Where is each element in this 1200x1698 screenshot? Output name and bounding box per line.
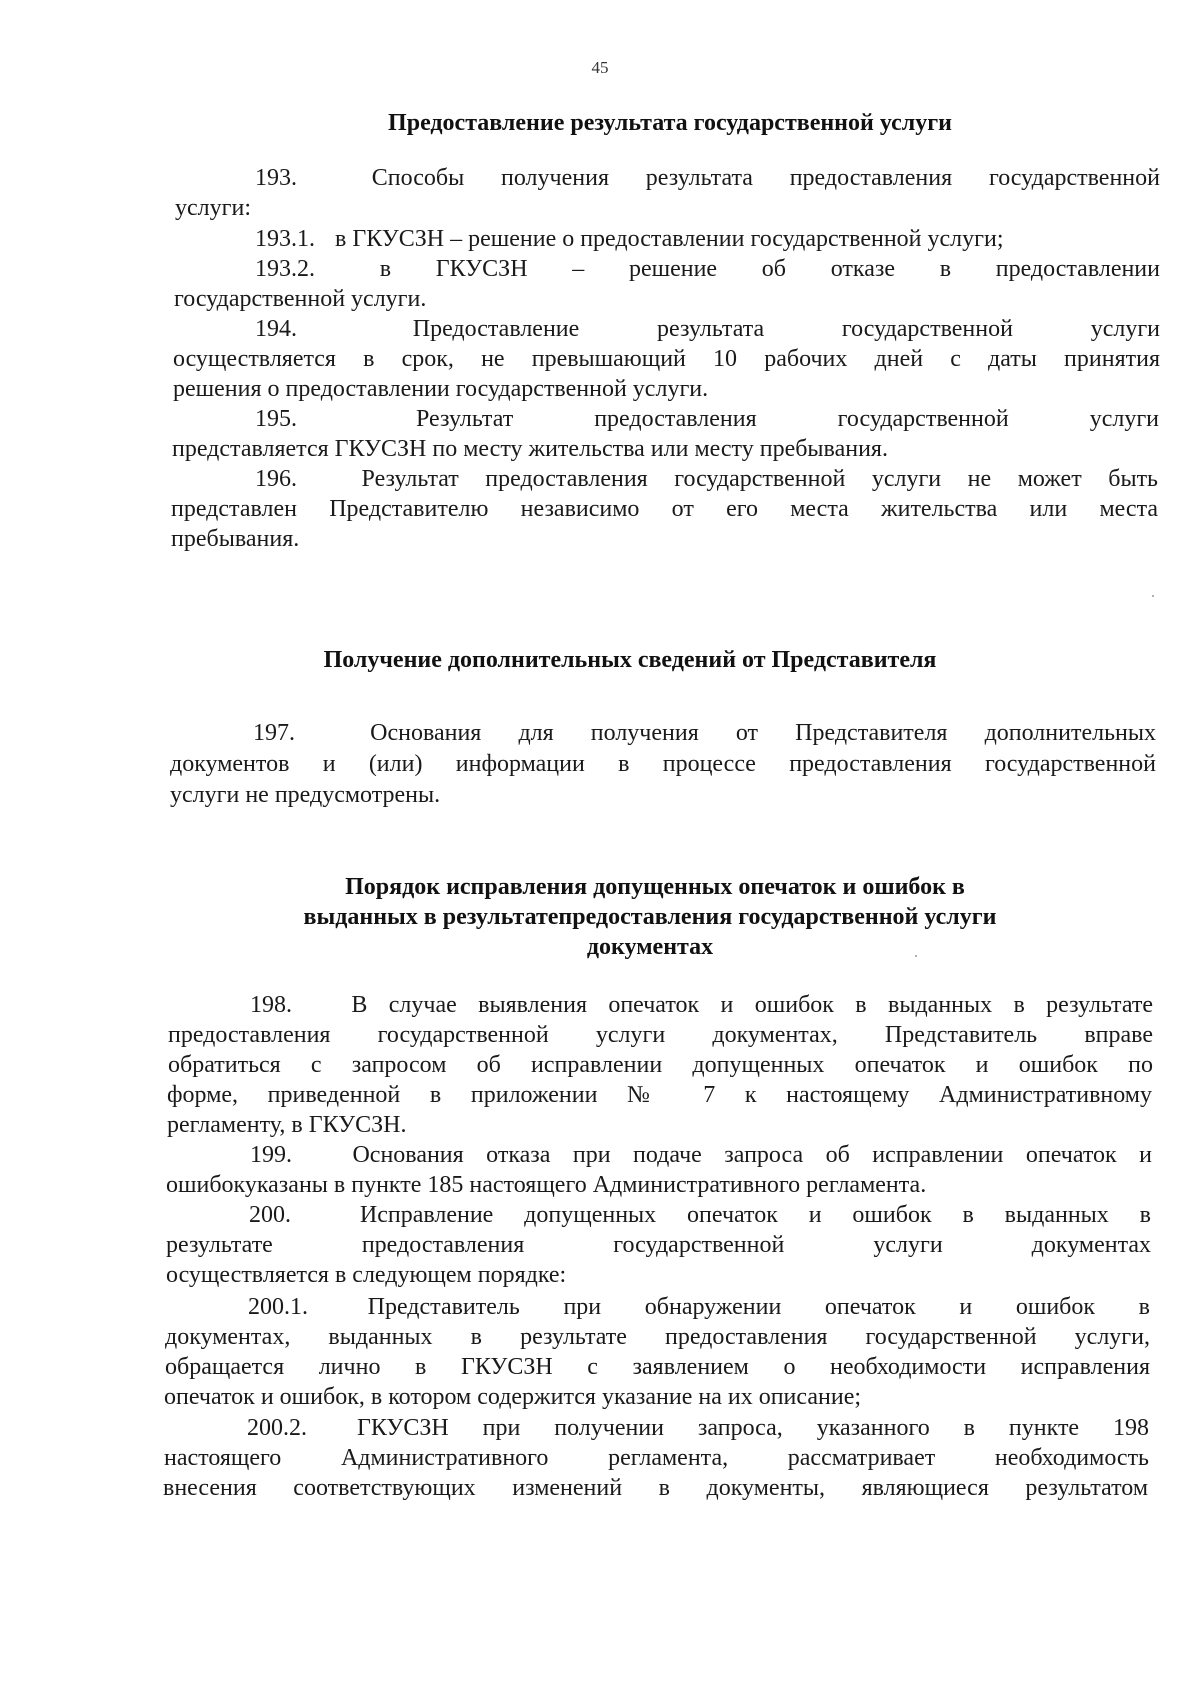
clause-number: 197. [253, 720, 295, 746]
clause-number: 200.2. [247, 1415, 307, 1441]
paragraph-200-2-line-2: настоящего Административного регламента, рассматривает необходимость [164, 1445, 1149, 1471]
paragraph-197-line-1 [253, 718, 1156, 748]
clause-number: 198. [250, 992, 292, 1018]
section-heading-additional-info: Получение дополнительных сведений от Представителя [323, 647, 937, 673]
paragraph-194-line-1 [255, 314, 1160, 344]
scan-speck [915, 955, 917, 957]
clause-number: 199. [250, 1142, 292, 1168]
paragraph-198-line-1 [250, 990, 1153, 1020]
clause-text: В случае выявления опечаток и ошибок в выданных в результате [351, 992, 1153, 1018]
clause-text: ГКУСЗН при получении запроса, указанного в пункте 198 [356, 1415, 1149, 1441]
paragraph-193-1 [255, 224, 1004, 254]
clause-text: Основания отказа при подаче запроса об исправлении опечаток и [352, 1142, 1152, 1168]
paragraph-197-line-2: документов и (или) информации в процессе предоставления государственной [170, 751, 1156, 777]
paragraph-193-line-1 [255, 163, 1160, 193]
paragraph-200-1-line-3: обращается лично в ГКУСЗН с заявлением о необходимости исправления [165, 1354, 1150, 1380]
clause-number: 200.1. [248, 1294, 308, 1320]
paragraph-200-1-line-1 [248, 1292, 1150, 1322]
section-heading-corrections-line-2: выданных в результатепредоставления государственной услуги [303, 904, 997, 930]
paragraph-198-line-4: форме, приведенной в приложении № 7 к настоящему Административному [167, 1082, 1152, 1108]
section-heading-corrections-line-3: документах [586, 934, 714, 960]
clause-text: в ГКУСЗН – решение о предоставлении государственной услуги; [335, 226, 1004, 252]
paragraph-200-line-2: результате предоставления государственной услуги документах [166, 1232, 1151, 1258]
clause-number: 194. [255, 316, 297, 342]
paragraph-198-line-5: регламенту, в ГКУСЗН. [167, 1112, 407, 1138]
paragraph-196-line-1 [255, 464, 1158, 494]
clause-text: Результат предоставления государственной услуги не может быть [361, 466, 1158, 492]
paragraph-194-line-2: осуществляется в срок, не превышающий 10 рабочих дней с даты принятия [173, 346, 1160, 372]
clause-text: Представитель при обнаружении опечаток и ошибок в [367, 1294, 1150, 1320]
paragraph-194-line-3: решения о предоставлении государственной услуги. [173, 376, 709, 402]
clause-text: в ГКУСЗН – решение об отказе в предоставлении [379, 256, 1160, 282]
paragraph-200-1-line-2: документах, выданных в результате предоставления государственной услуги, [165, 1324, 1150, 1350]
clause-number: 193.2. [255, 256, 315, 282]
paragraph-196-line-2: представлен Представителю независимо от его места жительства или места [171, 496, 1158, 522]
paragraph-200-2-line-1 [247, 1413, 1149, 1443]
paragraph-193-2-line-1 [255, 254, 1160, 284]
paragraph-197-line-3: услуги не предусмотрены. [170, 782, 441, 808]
clause-text: Исправление допущенных опечаток и ошибок в выданных в [359, 1202, 1151, 1228]
paragraph-200-line-1 [249, 1200, 1151, 1230]
paragraph-198-line-2: предоставления государственной услуги документах, Представитель вправе [168, 1022, 1153, 1048]
section-heading-result: Предоставление результата государственной услуги [388, 110, 952, 136]
paragraph-200-line-3: осуществляется в следующем порядке: [166, 1262, 567, 1288]
paragraph-199-line-2: ошибокуказаны в пункте 185 настоящего Административного регламента. [166, 1172, 927, 1198]
clause-text: Результат предоставления государственной услуги [416, 406, 1159, 432]
clause-number: 196. [255, 466, 297, 492]
paragraph-198-line-3: обратиться с запросом об исправлении допущенных опечаток и ошибок по [168, 1052, 1153, 1078]
clause-text: Предоставление результата государственной услуги [412, 316, 1160, 342]
scan-speck [1152, 595, 1154, 597]
clause-number: 193.1. [255, 226, 315, 252]
clause-number: 200. [249, 1202, 291, 1228]
paragraph-196-line-3: пребывания. [171, 526, 300, 552]
paragraph-199-line-1 [250, 1140, 1152, 1170]
paragraph-193-2-line-2: государственной услуги. [174, 286, 427, 312]
clause-number: 195. [255, 406, 297, 432]
paragraph-200-1-line-4: опечаток и ошибок, в котором содержится указание на их описание; [164, 1384, 862, 1410]
paragraph-200-2-line-3: внесения соответствующих изменений в документы, являющиеся результатом [163, 1475, 1148, 1501]
clause-text: Способы получения результата предоставления государственной [371, 165, 1160, 191]
paragraph-193-line-2: услуги: [175, 195, 251, 221]
section-heading-corrections-line-1: Порядок исправления допущенных опечаток и ошибок в [345, 874, 965, 900]
page-number: 45 [591, 58, 609, 77]
clause-number: 193. [255, 165, 297, 191]
paragraph-195-line-2: представляется ГКУСЗН по месту жительства или месту пребывания. [172, 436, 888, 462]
clause-text: Основания для получения от Представителя дополнительных [370, 720, 1156, 746]
paragraph-195-line-1 [255, 404, 1159, 434]
